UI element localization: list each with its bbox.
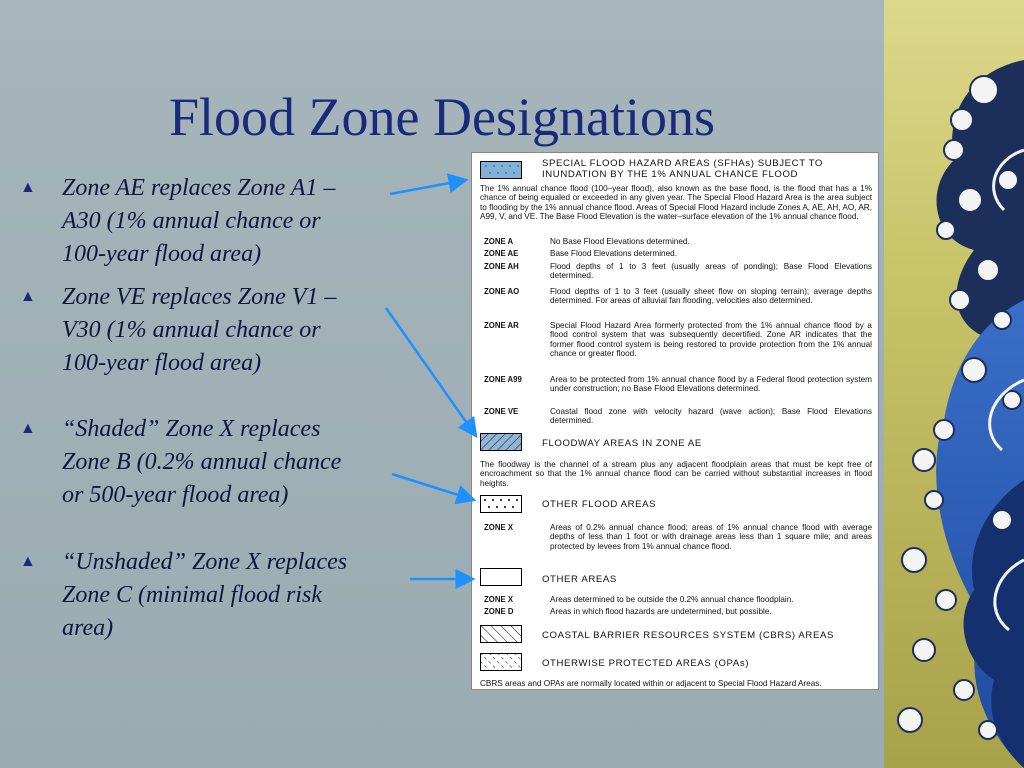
zone-row: [484, 607, 872, 616]
zone-name: ZONE AR: [484, 321, 519, 330]
zone-description: Areas of 0.2% annual chance flood; areas of 1% annual chance flood with average depths of less than 1 foot or with drainage areas less than 1 square mile; and areas protected by levees from 1% annual chance flood.: [550, 523, 872, 551]
zone-name: ZONE X: [484, 523, 514, 532]
opa-swatch-icon: [480, 653, 522, 671]
zone-row: [484, 407, 872, 426]
zone-description: Special Flood Hazard Area formerly protected from the 1% annual chance flood by a flood control system that was subsequently decertified. Zone AR indicates that the former flood control system is being restored to provide protection from the 1% annual chance or greater flood.: [550, 321, 872, 358]
zone-row: [484, 321, 872, 358]
zone-row: [484, 375, 872, 394]
bullet-unshaded-zone-x: [20, 546, 420, 645]
cbrs-swatch-icon: [480, 625, 522, 643]
bullet-text: “Unshaded” Zone X replaces Zone C (minimal flood risk area): [62, 549, 348, 641]
zone-row: [484, 595, 872, 604]
zone-name: ZONE X: [484, 595, 514, 604]
sfha-description: The 1% annual chance flood (100–year flood), also known as the base flood, is the flood that has a 1% chance of being equaled or exceeded in any given year. The Special Flood Hazard Area is the area subject to flooding by the 1% annual chance flood. Areas of Special Flood Hazard include Zones A, AE, AH, AO, AR, A99, V, and VE. The Base Flood Elevation is the water–surface elevation of the 1% annual chance flood.: [480, 184, 872, 221]
zone-description: Base Flood Elevations determined.: [550, 249, 677, 258]
bullet-zone-ve: [20, 281, 420, 380]
bullet-icon: ▲: [20, 553, 36, 570]
zone-row: [484, 262, 872, 281]
zone-name: ZONE AH: [484, 262, 519, 271]
floodway-heading: FLOODWAY AREAS IN ZONE AE: [542, 438, 702, 449]
bullet-icon: ▲: [20, 420, 36, 437]
wave-decoration: [884, 0, 1024, 768]
opa-heading: OTHERWISE PROTECTED AREAS (OPAs): [542, 658, 750, 669]
zone-row: [484, 523, 872, 551]
slide-title: Flood Zone Designations: [169, 87, 715, 147]
floodway-description: The floodway is the channel of a stream plus any adjacent floodplain areas that must be kept free of encroachment so that the 1% annual chance flood can be carried without substantial increases in flood heights.: [480, 460, 872, 488]
zone-description: Areas determined to be outside the 0.2% annual chance floodplain.: [550, 595, 794, 604]
zone-description: Areas in which flood hazards are undetermined, but possible.: [550, 607, 772, 616]
sfha-swatch-icon: [480, 161, 522, 179]
zone-description: Flood depths of 1 to 3 feet (usually sheet flow on sloping terrain); average depths determined. For areas of alluvial fan flooding, velocities also determined.: [550, 287, 872, 306]
zone-row: [484, 249, 872, 258]
bullet-shaded-zone-x: [20, 413, 420, 512]
zone-description: Flood depths of 1 to 3 feet (usually areas of ponding); Base Flood Elevations determined.: [550, 262, 872, 281]
flood-zone-legend: [471, 152, 879, 690]
other-areas-heading: OTHER AREAS: [542, 574, 617, 585]
sfha-heading: SPECIAL FLOOD HAZARD AREAS (SFHAs) SUBJECT TO INUNDATION BY THE 1% ANNUAL CHANCE FLOOD: [542, 158, 823, 180]
other-flood-heading: OTHER FLOOD AREAS: [542, 499, 657, 510]
bullet-icon: ▲: [20, 179, 36, 196]
other-areas-swatch: [480, 568, 522, 586]
zone-name: ZONE AO: [484, 287, 520, 296]
zone-description: No Base Flood Elevations determined.: [550, 237, 690, 246]
bullet-text: “Shaded” Zone X replaces Zone B (0.2% annual chance or 500-year flood area): [62, 416, 342, 508]
floodway-swatch-icon: [480, 433, 522, 451]
zone-name: ZONE VE: [484, 407, 519, 416]
other-flood-swatch-icon: [480, 495, 522, 513]
bullet-text: Zone AE replaces Zone A1 – A30 (1% annual chance or 100-year flood area): [62, 175, 336, 267]
cbrs-heading: COASTAL BARRIER RESOURCES SYSTEM (CBRS) AREAS: [542, 630, 834, 641]
bullet-text: Zone VE replaces Zone V1 – V30 (1% annual chance or 100-year flood area): [62, 284, 337, 376]
zone-name: ZONE A: [484, 237, 514, 246]
zone-name: ZONE D: [484, 607, 514, 616]
zone-name: ZONE A99: [484, 375, 522, 384]
zone-row: [484, 237, 872, 246]
bullet-zone-ae: [20, 172, 420, 271]
zone-name: ZONE AE: [484, 249, 519, 258]
legend-footnote: CBRS areas and OPAs are normally located within or adjacent to Special Flood Hazard Areas.: [480, 679, 822, 688]
bullet-icon: ▲: [20, 288, 36, 305]
zone-description: Coastal flood zone with velocity hazard (wave action); Base Flood Elevations determined.: [550, 407, 872, 426]
zone-row: [484, 287, 872, 306]
zone-description: Area to be protected from 1% annual chance flood by a Federal flood protection system under construction; no Base Flood Elevations determined.: [550, 375, 872, 394]
